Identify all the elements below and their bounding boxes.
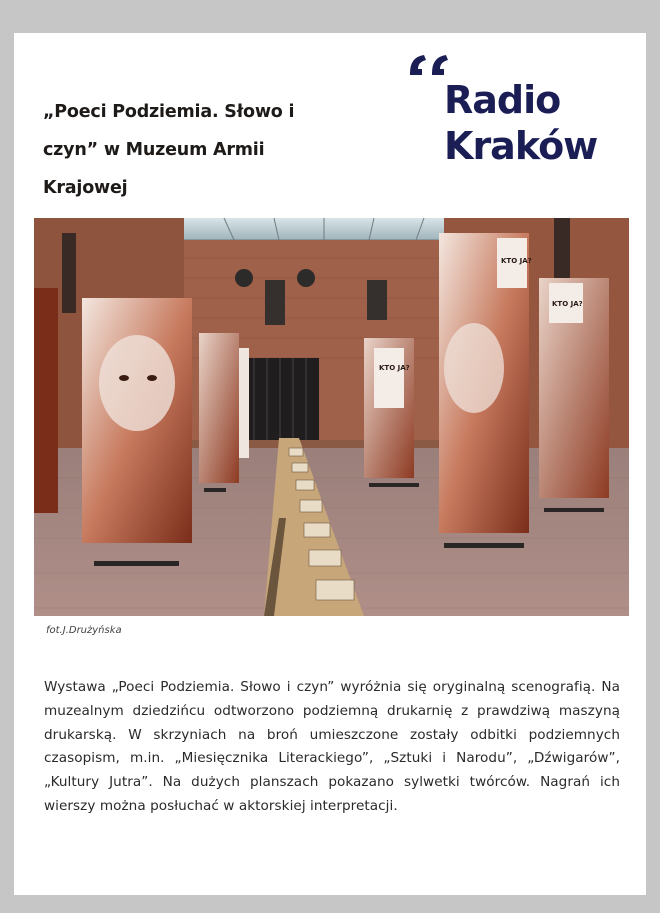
article-body: Wystawa „Poeci Podziemia. Słowo i czyn” wyróżnia się oryginalną scenografią. Na muzealnym dziedzińcu odtworzono podziemną drukarnię z prawdziwą maszyną drukarską. W skrzyniach na broń umieszczone zostały odbitki podziemnych czasopism, m.in. „Miesięcznika Literackiego”, „Sztuki i Narodu”, „Dźwigarów”, „Kultury Jutra”. Na dużych planszach pokazano sylwetki twórców. Nagrań ich wierszy można posłuchać w aktorskiej interpretacji. <box>44 679 620 814</box>
photo-panel-label-3: KTO JA? <box>552 300 583 308</box>
logo-line-1: Radio <box>444 78 561 122</box>
logo-wordmark <box>444 77 597 169</box>
radio-krakow-logo <box>406 51 636 201</box>
article-title: „Poeci Podziemia. Słowo i czyn” w Muzeum Armii Krajowej <box>43 102 295 198</box>
exhibition-photo <box>34 218 629 616</box>
logo-line-2: Kraków <box>444 124 598 168</box>
photo-panel-label-1: KTO JA? <box>379 364 410 372</box>
document-page <box>14 33 646 895</box>
photo-credit: fot.J.Drużyńska <box>46 625 122 636</box>
courtyard-illustration <box>34 218 629 616</box>
photo-panel-label-2: KTO JA? <box>501 257 532 265</box>
